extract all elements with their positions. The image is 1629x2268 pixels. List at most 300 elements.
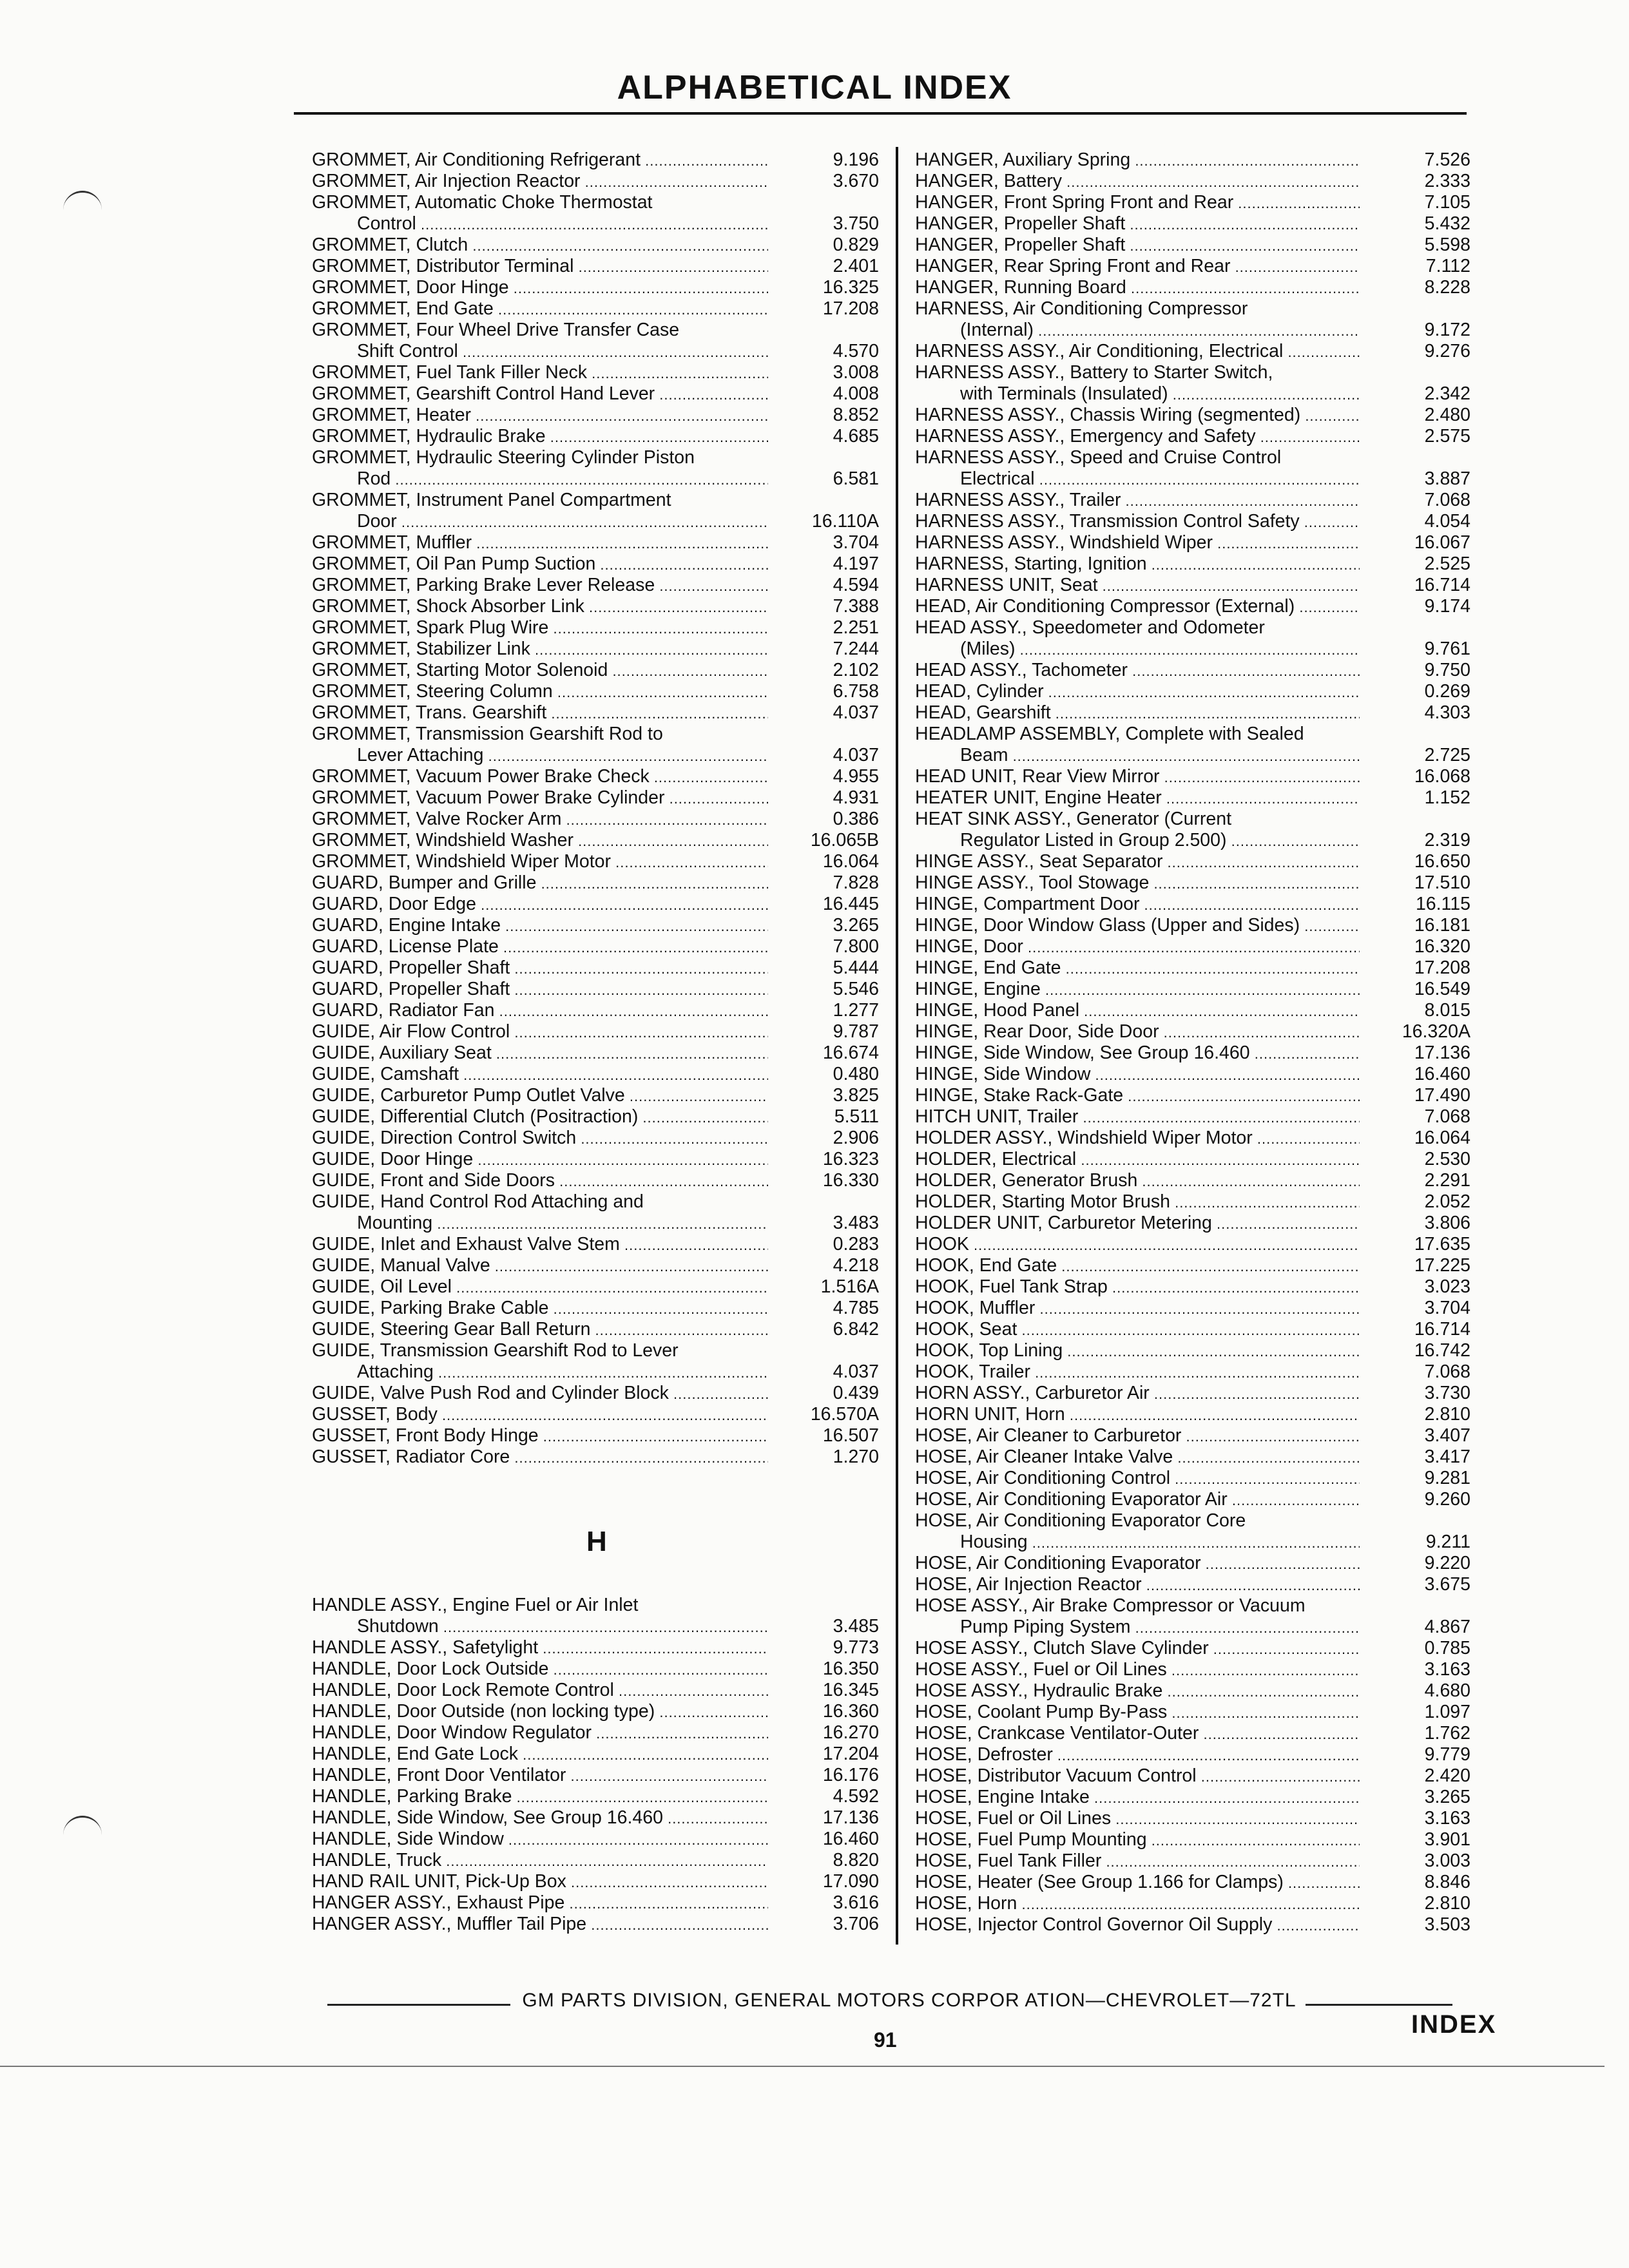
index-entry [915, 1808, 1470, 1829]
index-entry-name: GROMMET, Hydraulic Brake ..... [312, 426, 768, 448]
index-entry [312, 1000, 879, 1021]
index-entry-page: 16.068 [1414, 766, 1470, 787]
index-entry-name: GUARD, Door Edge ..... [312, 894, 768, 916]
index-entry-name: HOOK, Fuel Tank Strap ..... [915, 1276, 1360, 1298]
footer-rule-left [327, 2004, 510, 2006]
index-entry-page: 4.303 [1424, 702, 1470, 723]
index-entry [312, 851, 879, 872]
index-entry-name: Lever Attaching ..... [312, 745, 768, 767]
index-entry [312, 1298, 879, 1319]
index-entry-page: 3.023 [1424, 1276, 1470, 1297]
index-entry-page: 17.490 [1414, 1085, 1470, 1106]
index-entry-name: HANDLE, Parking Brake ..... [312, 1786, 768, 1808]
index-entry-page: 2.480 [1424, 405, 1470, 425]
index-entry [915, 1914, 1470, 1936]
index-entry [312, 1871, 879, 1892]
index-entry-name: Pump Piping System ..... [915, 1617, 1360, 1639]
index-entry-name: GUIDE, Door Hinge ..... [312, 1149, 768, 1171]
index-entry-name: HOSE, Fuel Pump Mounting ..... [915, 1829, 1360, 1851]
index-entry-name: HINGE, Compartment Door ..... [915, 894, 1360, 916]
index-entry [915, 915, 1470, 936]
index-entry-page: 0.439 [833, 1383, 879, 1403]
index-entry-name: HANDLE, Door Outside (non locking type) ..... [312, 1701, 768, 1723]
index-entry-name: HINGE, Side Window, See Group 16.460 ..... [915, 1043, 1360, 1064]
index-entry [312, 1701, 879, 1722]
index-entry-name: GROMMET, Distributor Terminal ..... [312, 256, 768, 278]
index-entry [312, 277, 879, 298]
index-entry-page: 2.906 [833, 1128, 879, 1148]
index-entry-name: HEAD ASSY., Speedometer and Odometer [915, 617, 1265, 638]
index-entry [312, 724, 879, 745]
index-entry-name: HOSE, Horn ..... [915, 1893, 1360, 1915]
index-entry-name: GUIDE, Carburetor Pump Outlet Valve ..... [312, 1085, 768, 1107]
index-entry [312, 915, 879, 936]
index-entry-name: GROMMET, Automatic Choke Thermostat [312, 192, 653, 213]
index-entry-page: 3.750 [833, 213, 879, 234]
index-entry-page: 16.570A [810, 1404, 879, 1425]
index-entry-page: 8.820 [833, 1850, 879, 1870]
index-entry-name: HOSE ASSY., Fuel or Oil Lines ..... [915, 1659, 1360, 1681]
index-entry [915, 809, 1470, 830]
index-entry [312, 766, 879, 787]
index-entry-name: GUARD, Propeller Shaft ..... [312, 979, 768, 1001]
index-entry [915, 617, 1470, 639]
index-entry-page: 4.680 [1424, 1680, 1470, 1701]
index-entry-page: 4.008 [833, 383, 879, 404]
index-entry-page: 16.320 [1414, 936, 1470, 957]
index-entry-page: 16.067 [1414, 532, 1470, 553]
index-entry [915, 660, 1470, 681]
index-entry-page: 17.635 [1414, 1234, 1470, 1254]
index-entry [915, 1468, 1470, 1489]
index-entry-name: HINGE ASSY., Seat Separator ..... [915, 851, 1360, 873]
index-entry-name: GROMMET, Trans. Gearshift ..... [312, 702, 768, 724]
index-entry [312, 1744, 879, 1765]
index-entry-page: 16.714 [1414, 1319, 1470, 1340]
index-entry-page: 9.787 [833, 1021, 879, 1042]
index-entry [312, 1850, 879, 1871]
index-entry [915, 1064, 1470, 1085]
index-entry [915, 745, 1470, 766]
index-entry-name: HEATER UNIT, Engine Heater ..... [915, 787, 1360, 809]
index-entry [312, 1021, 879, 1043]
index-entry-name: HARNESS ASSY., Windshield Wiper ..... [915, 532, 1360, 554]
index-entry [915, 1659, 1470, 1680]
index-entry-name: GROMMET, End Gate ..... [312, 298, 768, 320]
index-entry-name: HEAT SINK ASSY., Generator (Current [915, 809, 1232, 829]
index-entry [312, 660, 879, 681]
left-index-column [312, 149, 879, 1935]
index-entry-name: HEAD, Gearshift ..... [915, 702, 1360, 724]
index-entry [312, 1106, 879, 1128]
index-entry-name: HOOK, End Gate ..... [915, 1255, 1360, 1277]
index-entry [312, 936, 879, 957]
index-entry-name: Mounting ..... [312, 1213, 768, 1235]
index-entry [312, 1276, 879, 1298]
index-entry-name: Attaching ..... [312, 1361, 768, 1383]
index-entry-name: HOSE ASSY., Hydraulic Brake ..... [915, 1680, 1360, 1702]
index-entry [915, 872, 1470, 894]
index-entry-page: 16.064 [822, 851, 879, 872]
index-entry-page: 16.460 [1414, 1064, 1470, 1084]
index-entry-page: 3.706 [833, 1914, 879, 1934]
index-entry-page: 9.172 [1424, 320, 1470, 340]
index-entry-name: HOSE, Heater (See Group 1.166 for Clamps) ..... [915, 1872, 1360, 1894]
index-entry-name: Beam ..... [915, 745, 1360, 767]
index-entry-page: 3.485 [833, 1616, 879, 1637]
index-entry-page: 4.037 [833, 745, 879, 765]
index-entry-page: 3.265 [1424, 1787, 1470, 1807]
index-entry-page: 4.592 [833, 1786, 879, 1807]
index-entry [915, 575, 1470, 596]
index-entry-page: 1.277 [833, 1000, 879, 1021]
index-entry-page: 8.852 [833, 405, 879, 425]
index-entry [312, 1595, 879, 1616]
index-entry-name: HOLDER UNIT, Carburetor Metering ..... [915, 1213, 1360, 1235]
index-entry-page: 4.054 [1424, 511, 1470, 532]
index-list-h [312, 1595, 879, 1935]
index-entry-page: 9.281 [1424, 1468, 1470, 1488]
index-entry-page: 3.704 [833, 532, 879, 553]
index-entry-name: GUIDE, Camshaft ..... [312, 1064, 768, 1086]
index-entry-name: HOSE, Air Conditioning Evaporator Core [915, 1510, 1246, 1531]
index-entry-name: HANDLE ASSY., Engine Fuel or Air Inlet [312, 1595, 639, 1615]
index-entry-name: GROMMET, Hydraulic Steering Cylinder Piston [312, 447, 695, 468]
index-entry-name: GROMMET, Gearshift Control Hand Lever ..... [312, 383, 768, 405]
index-entry [312, 1658, 879, 1680]
index-entry [312, 1425, 879, 1446]
index-entry-name: HEAD, Air Conditioning Compressor (External) ..... [915, 596, 1360, 618]
index-entry-page: 3.265 [833, 915, 879, 936]
index-entry [915, 681, 1470, 702]
index-entry-name: GROMMET, Transmission Gearshift Rod to [312, 724, 663, 744]
index-entry-page: 3.163 [1424, 1659, 1470, 1680]
index-entry-page: 1.097 [1424, 1702, 1470, 1722]
index-entry-page: 9.773 [833, 1637, 879, 1658]
index-entry-name: HOSE, Fuel Tank Filler ..... [915, 1850, 1360, 1872]
index-entry-page: 2.725 [1424, 745, 1470, 765]
bottom-rule [0, 2066, 1605, 2067]
title-rule [294, 112, 1467, 115]
index-entry-name: HOSE, Air Conditioning Evaporator ..... [915, 1553, 1360, 1575]
index-entry-name: GROMMET, Heater ..... [312, 405, 768, 427]
index-entry-page: 1.270 [833, 1446, 879, 1467]
index-entry [915, 830, 1470, 851]
index-entry [915, 1255, 1470, 1276]
index-entry-page: 7.828 [833, 872, 879, 893]
index-entry-name: HOLDER, Starting Motor Brush ..... [915, 1191, 1360, 1213]
index-entry-page: 5.598 [1424, 235, 1470, 255]
index-entry [915, 936, 1470, 957]
index-entry-page: 9.211 [1425, 1532, 1470, 1552]
index-entry-page: 6.581 [833, 468, 879, 489]
index-entry [312, 405, 879, 426]
index-entry-name: HINGE, Hood Panel ..... [915, 1000, 1360, 1022]
index-entry-name: GROMMET, Starting Motor Solenoid ..... [312, 660, 768, 682]
index-entry-page: 3.730 [1424, 1383, 1470, 1403]
index-entry-page: 7.800 [833, 936, 879, 957]
index-entry-name: GUIDE, Differential Clutch (Positraction) ..... [312, 1106, 768, 1128]
index-entry-name: HANGER, Battery ..... [915, 171, 1360, 193]
index-entry-page: 3.616 [833, 1892, 879, 1913]
index-entry [312, 1043, 879, 1064]
index-entry-name: HANDLE, End Gate Lock ..... [312, 1744, 768, 1765]
index-entry-name: HARNESS ASSY., Battery to Starter Switch, [915, 362, 1273, 383]
index-entry-name: GUIDE, Transmission Gearshift Rod to Lever [312, 1340, 679, 1361]
index-entry-page: 2.342 [1424, 383, 1470, 404]
index-entry [312, 1637, 879, 1658]
column-divider [896, 147, 898, 1945]
index-entry-page: 2.525 [1424, 553, 1470, 574]
index-entry-page: 2.052 [1424, 1191, 1470, 1212]
index-entry-name: GUIDE, Parking Brake Cable ..... [312, 1298, 768, 1320]
index-entry-name: HANGER, Auxiliary Spring ..... [915, 149, 1360, 171]
index-entry-page: 3.407 [1424, 1425, 1470, 1446]
index-entry [312, 192, 879, 213]
index-entry-name: GUIDE, Manual Valve ..... [312, 1255, 768, 1277]
index-entry-page: 3.003 [1424, 1850, 1470, 1871]
index-entry [312, 1786, 879, 1807]
index-entry-name: HARNESS, Air Conditioning Compressor [915, 298, 1248, 319]
index-entry [312, 979, 879, 1000]
index-entry-name: HOOK ..... [915, 1234, 1360, 1256]
index-entry [915, 1489, 1470, 1510]
index-entry [312, 1085, 879, 1106]
index-entry [312, 235, 879, 256]
index-entry [312, 1722, 879, 1744]
index-entry [915, 511, 1470, 532]
index-entry-name: HINGE, Rear Door, Side Door ..... [915, 1021, 1360, 1043]
index-entry [312, 1340, 879, 1361]
index-entry-name: GROMMET, Clutch ..... [312, 235, 768, 256]
index-entry [915, 1532, 1470, 1553]
index-entry-page: 2.575 [1424, 426, 1470, 447]
index-entry-name: HINGE, Door Window Glass (Upper and Sides) ..... [915, 915, 1360, 937]
index-entry [312, 341, 879, 362]
index-entry-page: 2.333 [1424, 171, 1470, 191]
index-entry-page: 6.842 [833, 1319, 879, 1340]
index-entry-name: GROMMET, Shock Absorber Link ..... [312, 596, 768, 618]
index-entry [312, 1234, 879, 1255]
index-entry [915, 894, 1470, 915]
index-entry-name: GUARD, Bumper and Grille ..... [312, 872, 768, 894]
index-entry [915, 639, 1470, 660]
index-entry [312, 1829, 879, 1850]
index-entry [915, 490, 1470, 511]
index-entry-page: 2.319 [1424, 830, 1470, 850]
index-entry-name: HOSE, Air Conditioning Evaporator Air ..... [915, 1489, 1360, 1511]
index-entry-name: HANGER, Propeller Shaft ..... [915, 235, 1360, 256]
index-entry-page: 17.510 [1414, 872, 1470, 893]
index-entry-page: 8.015 [1424, 1000, 1470, 1021]
index-entry-name: GUSSET, Front Body Hinge ..... [312, 1425, 768, 1447]
index-entry-page: 16.507 [822, 1425, 879, 1446]
index-entry [312, 213, 879, 235]
index-entry-page: 16.445 [822, 894, 879, 914]
index-entry [915, 362, 1470, 383]
index-entry-name: HANGER, Running Board ..... [915, 277, 1360, 299]
index-entry [312, 745, 879, 766]
index-entry [915, 596, 1470, 617]
index-entry [915, 979, 1470, 1000]
index-entry-name: HARNESS ASSY., Air Conditioning, Electrical ..... [915, 341, 1360, 363]
index-entry-page: 5.432 [1424, 213, 1470, 234]
index-entry-name: HOSE, Coolant Pump By-Pass ..... [915, 1702, 1360, 1724]
index-entry-name: HANGER, Rear Spring Front and Rear ..... [915, 256, 1360, 278]
index-entry-page: 8.846 [1424, 1872, 1470, 1892]
index-entry-name: HEADLAMP ASSEMBLY, Complete with Sealed [915, 724, 1304, 744]
index-entry-name: GUARD, License Plate ..... [312, 936, 768, 958]
index-entry-page: 4.197 [833, 553, 879, 574]
index-entry-page: 16.325 [822, 277, 879, 298]
index-entry-page: 2.102 [833, 660, 879, 680]
index-entry [915, 1425, 1470, 1446]
index-entry-name: HINGE, Engine ..... [915, 979, 1360, 1001]
index-entry-page: 16.360 [822, 1701, 879, 1722]
index-entry-name: HOSE, Air Cleaner to Carburetor ..... [915, 1425, 1360, 1447]
index-entry [915, 1170, 1470, 1191]
index-entry [312, 298, 879, 320]
index-entry [915, 1276, 1470, 1298]
index-entry-page: 9.276 [1424, 341, 1470, 361]
index-entry-page: 16.270 [822, 1722, 879, 1743]
index-entry [915, 1361, 1470, 1383]
index-entry [915, 1446, 1470, 1468]
index-entry [312, 787, 879, 809]
index-entry [915, 1149, 1470, 1170]
index-entry-name: HANGER, Front Spring Front and Rear ..... [915, 192, 1360, 214]
index-entry [915, 1723, 1470, 1744]
index-entry [915, 1085, 1470, 1106]
index-entry-name: GROMMET, Vacuum Power Brake Check ..... [312, 766, 768, 788]
index-entry-name: GROMMET, Instrument Panel Compartment [312, 490, 671, 510]
index-entry-name: Shift Control ..... [312, 341, 768, 363]
index-entry-page: 3.675 [1424, 1574, 1470, 1595]
index-entry [915, 532, 1470, 553]
index-entry [915, 1595, 1470, 1617]
index-entry [915, 851, 1470, 872]
index-entry [915, 1617, 1470, 1638]
index-entry-page: 9.174 [1424, 596, 1470, 617]
index-entry-name: HOSE, Fuel or Oil Lines ..... [915, 1808, 1360, 1830]
index-entry-name: GUIDE, Hand Control Rod Attaching and [312, 1191, 644, 1212]
index-entry-page: 17.204 [822, 1744, 879, 1764]
index-label: INDEX [1411, 2010, 1497, 2039]
index-entry-page: 16.345 [822, 1680, 879, 1700]
index-entry-page: 9.196 [833, 149, 879, 170]
index-entry-page: 16.460 [822, 1829, 879, 1849]
footer-rule-right [1306, 2004, 1452, 2006]
index-entry-name: HANGER ASSY., Exhaust Pipe ..... [312, 1892, 768, 1914]
index-entry-name: HOSE, Distributor Vacuum Control ..... [915, 1765, 1360, 1787]
index-entry-name: (Miles) ..... [915, 639, 1360, 660]
index-entry-name: HOSE, Air Injection Reactor ..... [915, 1574, 1360, 1596]
index-entry-page: 9.761 [1424, 639, 1470, 659]
index-entry [312, 447, 879, 468]
index-entry-page: 3.483 [833, 1213, 879, 1233]
index-entry-page: 9.750 [1424, 660, 1470, 680]
index-entry-page: 16.714 [1414, 575, 1470, 595]
index-entry [312, 490, 879, 511]
index-entry [915, 1383, 1470, 1404]
index-entry [312, 1383, 879, 1404]
index-entry-name: HARNESS ASSY., Transmission Control Safety ..... [915, 511, 1360, 533]
index-entry [915, 277, 1470, 298]
index-entry-name: HOLDER, Generator Brush ..... [915, 1170, 1360, 1192]
index-entry-name: GROMMET, Oil Pan Pump Suction ..... [312, 553, 768, 575]
index-entry-name: HANDLE, Side Window, See Group 16.460 ..... [312, 1807, 768, 1829]
index-entry-name: HANDLE, Truck ..... [312, 1850, 768, 1872]
index-entry [915, 1298, 1470, 1319]
index-entry-name: GROMMET, Door Hinge ..... [312, 277, 768, 299]
index-entry [312, 957, 879, 979]
index-entry-name: HOSE, Air Conditioning Control ..... [915, 1468, 1360, 1490]
index-entry-page: 16.323 [822, 1149, 879, 1169]
index-entry-name: HANDLE, Front Door Ventilator ..... [312, 1765, 768, 1787]
index-entry-name: GUIDE, Steering Gear Ball Return ..... [312, 1319, 768, 1341]
index-entry-name: HOSE, Defroster ..... [915, 1744, 1360, 1766]
index-entry [915, 1787, 1470, 1808]
index-entry-name: HOLDER ASSY., Windshield Wiper Motor ..... [915, 1128, 1360, 1149]
index-entry-page: 6.758 [833, 681, 879, 702]
index-entry [915, 1638, 1470, 1659]
index-entry [312, 1361, 879, 1383]
index-entry [915, 405, 1470, 426]
index-entry-page: 17.225 [1414, 1255, 1470, 1276]
index-entry-page: 17.208 [1414, 957, 1470, 978]
index-entry-name: HEAD ASSY., Tachometer ..... [915, 660, 1360, 682]
index-entry-page: 16.330 [822, 1170, 879, 1191]
index-entry-page: 17.090 [822, 1871, 879, 1892]
index-entry [915, 1043, 1470, 1064]
index-entry-page: 16.549 [1414, 979, 1470, 999]
index-entry [915, 1744, 1470, 1765]
index-entry [915, 149, 1470, 171]
index-entry-page: 4.685 [833, 426, 879, 447]
index-entry-page: 9.260 [1424, 1489, 1470, 1510]
index-entry-name: GROMMET, Four Wheel Drive Transfer Case [312, 320, 680, 340]
index-entry-name: HOOK, Seat ..... [915, 1319, 1360, 1341]
index-entry [915, 298, 1470, 320]
index-entry [312, 872, 879, 894]
index-entry-name: GROMMET, Windshield Wiper Motor ..... [312, 851, 768, 873]
index-entry [312, 362, 879, 383]
index-entry-page: 4.037 [833, 702, 879, 723]
index-entry [915, 341, 1470, 362]
index-entry-page: 3.704 [1424, 1298, 1470, 1318]
index-entry [312, 1446, 879, 1468]
index-entry [312, 1213, 879, 1234]
page-number: 91 [874, 2028, 897, 2052]
section-heading-h: H [586, 1526, 607, 1557]
index-entry [915, 235, 1470, 256]
index-entry-name: HINGE, Stake Rack-Gate ..... [915, 1085, 1360, 1107]
index-entry-name: with Terminals (Insulated) ..... [915, 383, 1360, 405]
index-entry [312, 596, 879, 617]
index-entry-name: GUARD, Radiator Fan ..... [312, 1000, 768, 1022]
index-entry-name: HOSE ASSY., Clutch Slave Cylinder ..... [915, 1638, 1360, 1660]
index-entry-name: HAND RAIL UNIT, Pick-Up Box ..... [312, 1871, 768, 1893]
index-entry-name: HOOK, Muffler ..... [915, 1298, 1360, 1320]
index-entry [915, 553, 1470, 575]
index-entry [312, 1807, 879, 1829]
index-entry-name: GROMMET, Fuel Tank Filler Neck ..... [312, 362, 768, 384]
index-entry [915, 1574, 1470, 1595]
index-entry-page: 16.110A [811, 511, 879, 532]
index-entry [915, 1021, 1470, 1043]
index-entry-page: 9.779 [1424, 1744, 1470, 1765]
index-entry-page: 0.269 [1424, 681, 1470, 702]
